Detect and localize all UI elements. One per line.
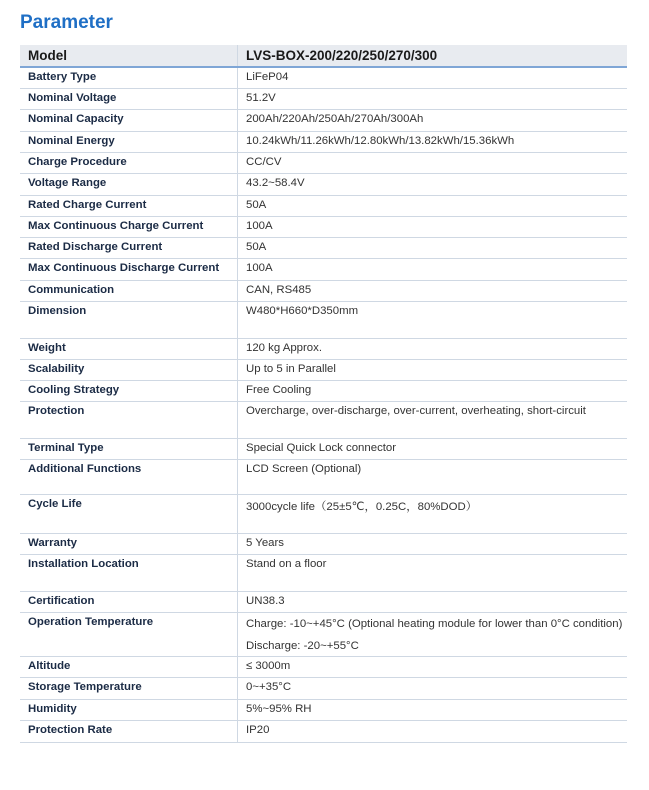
table-row (20, 153, 627, 174)
table-row (20, 132, 627, 153)
row-label: Dimension (20, 302, 238, 338)
table-row (20, 281, 627, 302)
row-value: IP20 (246, 724, 270, 736)
header-label: Model (20, 45, 238, 66)
row-value: 200Ah/220Ah/250Ah/270Ah/300Ah (246, 113, 424, 125)
page-title: Parameter (20, 12, 113, 33)
row-label: Nominal Energy (20, 132, 238, 152)
row-value: 100A (246, 262, 273, 274)
row-value: 3000cycle life（25±5℃，0.25C，80%DOD） (246, 501, 478, 513)
row-label: Installation Location (20, 555, 238, 591)
table-row (20, 381, 627, 402)
row-label: Voltage Range (20, 174, 238, 195)
table-row (20, 217, 627, 238)
row-value: Free Cooling (246, 384, 312, 396)
row-label: Cooling Strategy (20, 381, 238, 401)
row-value: 5 Years (246, 537, 285, 549)
row-label: Weight (20, 339, 238, 359)
table-row (20, 89, 627, 110)
row-label: Protection (20, 402, 238, 438)
table-body (20, 68, 627, 743)
table-header-row (20, 45, 627, 68)
table-row (20, 460, 627, 495)
row-label: Terminal Type (20, 439, 238, 459)
table-row (20, 678, 627, 700)
row-label: Rated Discharge Current (20, 238, 238, 258)
table-row (20, 555, 627, 592)
table-row (20, 196, 627, 217)
row-label: Protection Rate (20, 721, 238, 742)
row-value: UN38.3 (246, 595, 285, 607)
row-label: Certification (20, 592, 238, 612)
row-label: Max Continuous Charge Current (20, 217, 238, 237)
row-value: Special Quick Lock connector (246, 442, 397, 454)
row-label: Cycle Life (20, 495, 238, 533)
row-value: 120 kg Approx. (246, 342, 322, 354)
table-row (20, 613, 627, 657)
table-row (20, 302, 627, 339)
row-label: Rated Charge Current (20, 196, 238, 216)
table-row (20, 495, 627, 534)
table-row (20, 174, 627, 196)
row-value: LCD Screen (Optional) (246, 463, 362, 475)
row-label: Nominal Capacity (20, 110, 238, 131)
table-row (20, 721, 627, 743)
row-label: Operation Temperature (20, 613, 238, 656)
row-value: 10.24kWh/11.26kWh/12.80kWh/13.82kWh/15.36kWh (246, 135, 515, 147)
table-row (20, 657, 627, 678)
header-value: LVS-BOX-200/220/250/270/300 (246, 48, 438, 63)
table-row (20, 339, 627, 360)
row-label: Nominal Voltage (20, 89, 238, 109)
row-label: Max Continuous Discharge Current (20, 259, 238, 280)
row-value: Up to 5 in Parallel (246, 363, 336, 375)
row-value: 5%~95% RH (246, 703, 312, 715)
table-row (20, 238, 627, 259)
row-value: 0~+35°C (246, 681, 292, 693)
table-row (20, 592, 627, 613)
row-label: Charge Procedure (20, 153, 238, 173)
row-value: ≤ 3000m (246, 660, 291, 672)
row-value: Charge: -10~+45°C (Optional heating module for lower than 0°C condition) Discharge: -20~+55°C (246, 618, 623, 652)
row-value: 100A (246, 220, 273, 232)
row-value: W480*H660*D350mm (246, 305, 359, 317)
parameter-table (20, 45, 627, 743)
row-label: Humidity (20, 700, 238, 720)
row-label: Warranty (20, 534, 238, 554)
row-value: Overcharge, over-discharge, over-current, overheating, short-circuit (246, 405, 586, 417)
table-row (20, 110, 627, 132)
row-value: 51.2V (246, 92, 276, 104)
table-row (20, 360, 627, 381)
row-value: LiFeP04 (246, 71, 289, 83)
row-label: Communication (20, 281, 238, 301)
row-value: 50A (246, 241, 267, 253)
row-value: CAN, RS485 (246, 284, 312, 296)
row-label: Scalability (20, 360, 238, 380)
table-row (20, 402, 627, 439)
table-row (20, 700, 627, 721)
row-label: Additional Functions (20, 460, 238, 494)
table-row (20, 534, 627, 555)
table-row (20, 439, 627, 460)
table-row (20, 68, 627, 89)
row-label: Altitude (20, 657, 238, 677)
row-value: CC/CV (246, 156, 282, 168)
table-row (20, 259, 627, 281)
row-label: Storage Temperature (20, 678, 238, 699)
row-value: 43.2~58.4V (246, 177, 305, 189)
row-value: 50A (246, 199, 267, 211)
row-label: Battery Type (20, 68, 238, 88)
row-value: Stand on a floor (246, 558, 327, 570)
